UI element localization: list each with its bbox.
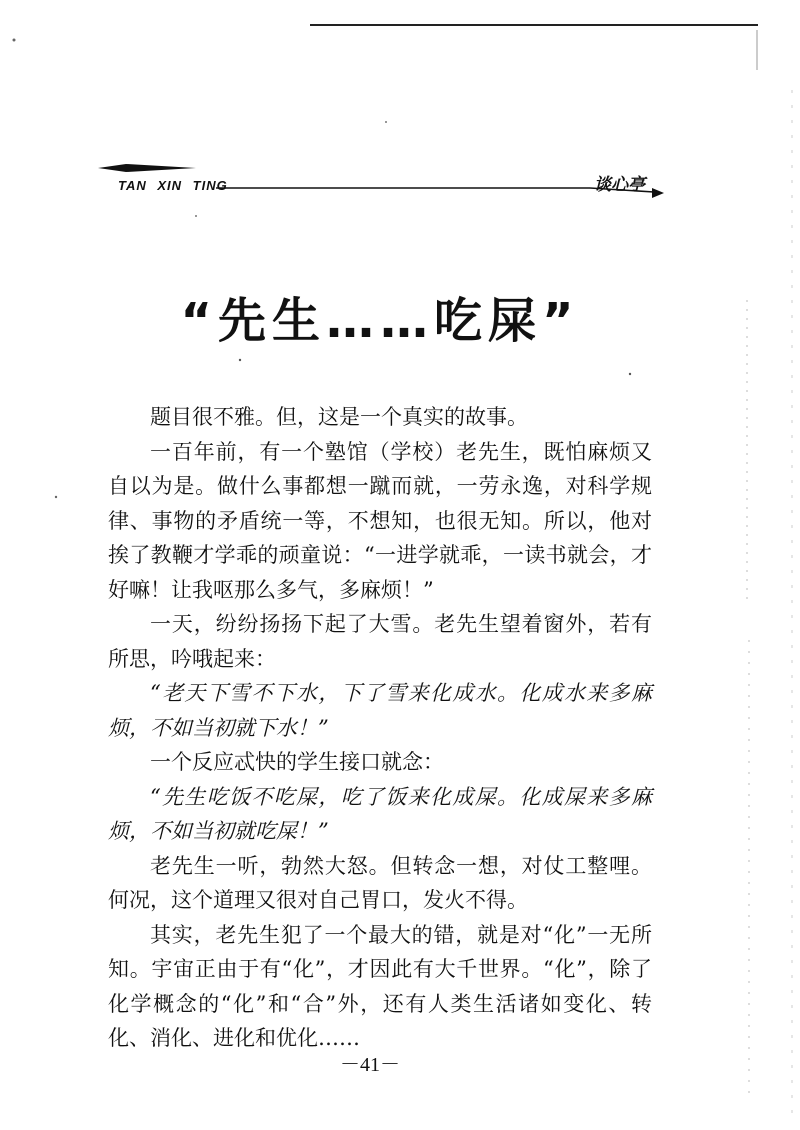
- paragraph: 一天，纷纷扬扬下起了大雪。老先生望着窗外，若有所思，吟哦起来：: [108, 612, 652, 671]
- quoted-verse: “老天下雪不下水，下了雪来化成水。化成水来多麻烦，不如当初就下水！”: [108, 681, 652, 740]
- header-right-label: 谈心亭: [594, 175, 645, 195]
- header-left-label: TAN XIN TING: [118, 178, 228, 193]
- paragraph: 一个反应忒快的学生接口就念：: [150, 750, 444, 774]
- page-number: －41－: [340, 1054, 400, 1076]
- paragraph: 题目很不雅。但，这是一个真实的故事。: [150, 405, 528, 429]
- paragraph: 一百年前，有一个塾馆（学校）老先生，既怕麻烦又自以为是。做什么事都想一蹴而就，一劳永逸，对科学规律、事物的矛盾统一等，不想知，也很无知。所以，他对挨了教鞭才学乖的顽童说：“一进学就乖，一读书就会，才好嘛！让我呕那么多气，多麻烦！”: [108, 439, 652, 602]
- paragraph: 老先生一听，勃然大怒。但转念一想，对仗工整哩。何况，这个道理又很对自己胃口，发火不得。: [108, 853, 652, 912]
- paragraph: 其实，老先生犯了一个最大的错，就是对“化”一无所知。宇宙正由于有“化”，才因此有大千世界。“化”，除了化学概念的“化”和“合”外，还有人类生活诸如变化、转化、消化、进化和优化……: [108, 922, 652, 1050]
- quoted-verse: “先生吃饭不吃屎，吃了饭来化成屎。化成屎来多麻烦，不如当初就吃屎！”: [108, 784, 652, 843]
- article-title: “先生……吃屎”: [180, 293, 580, 349]
